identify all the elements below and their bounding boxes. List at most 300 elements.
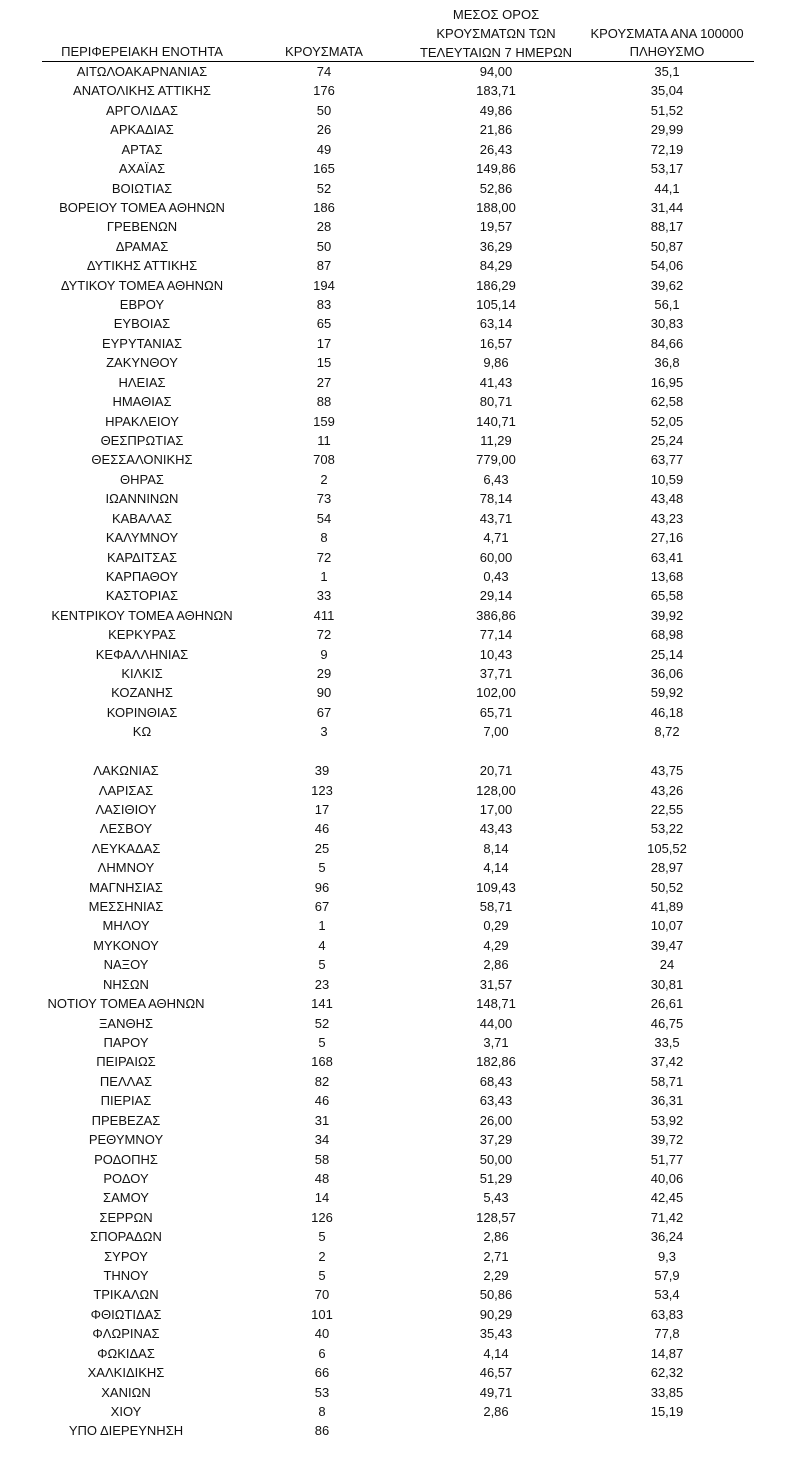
table-row — [0, 1324, 807, 1344]
cases-cell: 194 — [313, 277, 335, 293]
per100k-cell: 29,99 — [650, 122, 684, 138]
region-cell: ΒΟΙΩΤΙΑΣ — [111, 180, 173, 196]
region-cell: ΥΠΟ ΔΙΕΡΕΥΝΗΣΗ — [68, 1423, 184, 1439]
per100k-cell: 46,18 — [650, 704, 684, 720]
table-row — [0, 81, 807, 101]
avg7-cell: 43,71 — [479, 510, 513, 526]
cases-cell: 708 — [313, 452, 335, 468]
cases-cell: 123 — [311, 782, 333, 798]
region-cell: ΛΑΡΙΣΑΣ — [98, 782, 154, 798]
avg7-cell: 0,29 — [483, 918, 509, 934]
cases-cell: 70 — [314, 1287, 330, 1303]
table-row — [0, 1421, 807, 1441]
header-avg-line3: ΤΕΛΕΥΤΑΙΩΝ 7 ΗΜΕΡΩΝ — [419, 45, 573, 60]
per100k-cell: 36,8 — [654, 355, 680, 371]
cases-cell: 15 — [316, 355, 332, 371]
table-row — [0, 1266, 807, 1286]
cases-cell: 8 — [318, 1403, 326, 1419]
avg7-cell: 11,29 — [480, 432, 512, 448]
avg7-cell: 26,43 — [479, 141, 513, 157]
avg7-cell: 4,14 — [483, 1345, 509, 1361]
region-cell: ΘΗΡΑΣ — [120, 471, 164, 487]
table-row — [0, 625, 807, 645]
cases-cell: 74 — [316, 64, 332, 79]
cases-cell: 58 — [314, 1151, 330, 1167]
table-row — [0, 819, 807, 839]
per100k-cell: 15,19 — [650, 1403, 684, 1419]
avg7-cell: 21,86 — [479, 122, 513, 138]
table-row — [0, 897, 807, 917]
avg7-cell: 49,86 — [479, 102, 513, 118]
region-cell: ΝΑΞΟΥ — [103, 957, 149, 973]
region-cell: ΜΑΓΝΗΣΙΑΣ — [89, 879, 163, 895]
table-row — [0, 1091, 807, 1111]
avg7-cell: 16,57 — [479, 335, 513, 351]
cases-cell: 411 — [313, 607, 335, 623]
cases-cell: 176 — [313, 83, 335, 99]
table-row — [0, 217, 807, 237]
region-cell: ΗΜΑΘΙΑΣ — [112, 394, 172, 410]
avg7-cell: 52,86 — [479, 180, 513, 196]
per100k-cell: 46,75 — [650, 1015, 684, 1031]
region-cell: ΔΥΤΙΚΟΥ ΤΟΜΕΑ ΑΘΗΝΩΝ — [60, 277, 224, 293]
per100k-cell: 105,52 — [647, 840, 687, 856]
avg7-cell: 3,71 — [483, 1035, 509, 1050]
region-cell: ΚΟΡΙΝΘΙΑΣ — [106, 704, 178, 720]
region-cell: ΛΕΥΚΑΔΑΣ — [91, 840, 161, 856]
region-cell: ΡΕΘΥΜΝΟΥ — [88, 1132, 164, 1148]
region-cell: ΑΙΤΩΛΟΑΚΑΡΝΑΝΙΑΣ — [76, 64, 208, 79]
region-cell: ΑΝΑΤΟΛΙΚΗΣ ΑΤΤΙΚΗΣ — [73, 83, 211, 99]
per100k-cell: 36,31 — [650, 1093, 684, 1109]
table-row — [0, 179, 807, 199]
cases-cell: 5 — [318, 957, 326, 973]
region-cell: ΦΛΩΡΙΝΑΣ — [92, 1326, 160, 1342]
header-per100k-line1: ΚΡΟΥΣΜΑΤΑ ΑΝΑ 100000 — [590, 26, 744, 41]
cases-cell: 26 — [316, 122, 332, 138]
table-row — [0, 392, 807, 412]
table-row — [0, 431, 807, 451]
avg7-cell: 10,43 — [479, 646, 513, 662]
table-row — [0, 314, 807, 334]
cases-cell: 126 — [311, 1209, 333, 1225]
cases-cell: 31 — [314, 1112, 330, 1128]
avg7-cell: 49,71 — [479, 1384, 513, 1400]
cases-cell: 46 — [314, 821, 330, 837]
avg7-cell: 26,00 — [479, 1112, 513, 1128]
table-row — [0, 1402, 807, 1422]
cases-cell: 72 — [316, 627, 332, 643]
region-cell: ΑΡΤΑΣ — [121, 141, 163, 157]
per100k-cell: 53,4 — [654, 1287, 680, 1303]
avg7-cell: 63,43 — [479, 1093, 513, 1109]
region-cell: ΗΛΕΙΑΣ — [118, 374, 166, 390]
cases-cell: 40 — [314, 1326, 330, 1342]
table-row — [0, 606, 807, 626]
region-cell: ΤΗΝΟΥ — [103, 1268, 149, 1284]
region-cell: ΛΑΚΩΝΙΑΣ — [93, 763, 159, 779]
table-row — [0, 1111, 807, 1131]
per100k-cell: 65,58 — [650, 588, 684, 604]
table-row — [0, 1227, 807, 1247]
region-cell: ΠΑΡΟΥ — [103, 1035, 149, 1050]
per100k-cell: 77,8 — [654, 1326, 680, 1342]
region-cell: ΚΑΛΥΜΝΟΥ — [105, 530, 179, 546]
cases-cell: 168 — [311, 1054, 333, 1070]
avg7-cell: 2,86 — [483, 957, 509, 973]
header-per100k-line2: ΠΛΗΘΥΣΜΟ — [629, 44, 705, 59]
per100k-cell: 57,9 — [654, 1268, 680, 1284]
cases-cell: 141 — [311, 996, 333, 1012]
per100k-cell: 14,87 — [650, 1345, 684, 1361]
region-cell: ΧΑΝΙΩΝ — [101, 1384, 151, 1400]
avg7-cell: 78,14 — [479, 491, 513, 507]
avg7-cell: 2,86 — [483, 1229, 509, 1245]
region-cell: ΤΡΙΚΑΛΩΝ — [93, 1287, 159, 1303]
cases-cell: 5 — [318, 860, 326, 876]
avg7-cell: 0,43 — [483, 568, 509, 584]
table-row — [0, 353, 807, 373]
per100k-cell: 30,81 — [650, 976, 684, 992]
per100k-cell: 54,06 — [650, 258, 684, 274]
cases-cell: 96 — [314, 879, 330, 895]
region-cell: ΝΟΤΙΟΥ ΤΟΜΕΑ ΑΘΗΝΩΝ — [47, 996, 205, 1012]
avg7-cell: 4,71 — [483, 530, 509, 546]
cases-cell: 83 — [316, 297, 332, 313]
cases-cell: 8 — [320, 530, 328, 546]
table-row — [0, 664, 807, 684]
table-row — [0, 470, 807, 490]
region-cell: ΛΑΣΙΘΙΟΥ — [95, 801, 157, 817]
per100k-cell: 10,59 — [650, 471, 684, 487]
per100k-cell: 43,26 — [650, 782, 684, 798]
region-cell: ΝΗΣΩΝ — [103, 976, 149, 992]
avg7-cell: 94,00 — [479, 64, 513, 79]
cases-cell: 53 — [314, 1384, 330, 1400]
region-cell: ΜΥΚΟΝΟΥ — [93, 937, 159, 953]
cases-cell: 86 — [314, 1423, 330, 1439]
cases-cell: 101 — [311, 1306, 333, 1322]
avg7-cell: 128,00 — [476, 782, 516, 798]
avg7-cell: 60,00 — [479, 549, 513, 565]
avg7-cell: 37,71 — [479, 666, 513, 682]
table-row — [0, 101, 807, 121]
table-row — [0, 994, 807, 1014]
cases-cell: 72 — [316, 549, 332, 565]
per100k-cell: 37,42 — [650, 1054, 684, 1070]
region-cell: ΦΩΚΙΔΑΣ — [97, 1345, 155, 1361]
per100k-cell: 53,17 — [650, 161, 684, 177]
avg7-cell: 31,57 — [479, 976, 513, 992]
avg7-cell: 20,71 — [479, 763, 513, 779]
table-row — [0, 878, 807, 898]
cases-cell: 29 — [316, 666, 332, 682]
avg7-cell: 17,00 — [479, 801, 513, 817]
table-row — [0, 858, 807, 878]
region-cell: ΚΕΡΚΥΡΑΣ — [108, 627, 176, 643]
header-cases: ΚΡΟΥΣΜΑΤΑ — [285, 44, 363, 59]
table-row — [0, 1208, 807, 1228]
cases-cell: 52 — [314, 1015, 330, 1031]
avg7-cell: 2,71 — [483, 1248, 509, 1264]
table-row — [0, 1247, 807, 1267]
region-cell: ΣΠΟΡΑΔΩΝ — [90, 1229, 162, 1245]
region-cell: ΕΥΒΟΙΑΣ — [113, 316, 171, 332]
cases-cell: 5 — [318, 1035, 326, 1050]
region-cell: ΘΕΣΣΑΛΟΝΙΚΗΣ — [91, 452, 193, 468]
avg7-cell: 188,00 — [476, 199, 516, 215]
avg7-cell: 140,71 — [476, 413, 516, 429]
per100k-cell: 43,48 — [650, 491, 684, 507]
per100k-cell: 16,95 — [650, 374, 684, 390]
avg7-cell: 6,43 — [483, 471, 509, 487]
region-cell: ΜΕΣΣΗΝΙΑΣ — [88, 899, 164, 915]
cases-cell: 23 — [314, 976, 330, 992]
table-row — [0, 1072, 807, 1092]
region-cell: ΚΑΒΑΛΑΣ — [111, 510, 173, 526]
per100k-cell: 68,98 — [650, 627, 684, 643]
region-cell: ΞΑΝΘΗΣ — [98, 1015, 154, 1031]
table-row — [0, 1188, 807, 1208]
header-avg-line2: ΚΡΟΥΣΜΑΤΩΝ ΤΩΝ — [436, 26, 556, 41]
cases-cell: 186 — [313, 199, 335, 215]
per100k-cell: 25,14 — [650, 646, 684, 662]
per100k-cell: 42,45 — [650, 1190, 684, 1206]
table-row — [0, 1305, 807, 1325]
avg7-cell: 50,86 — [479, 1287, 513, 1303]
cases-cell: 14 — [314, 1190, 330, 1206]
avg7-cell: 183,71 — [476, 83, 516, 99]
table-row — [0, 1344, 807, 1364]
per100k-cell: 51,77 — [650, 1151, 684, 1167]
region-cell: ΑΧΑΪΑΣ — [118, 161, 166, 177]
region-cell: ΚΙΛΚΙΣ — [121, 666, 163, 682]
region-cell: ΛΗΜΝΟΥ — [97, 860, 155, 876]
cases-cell: 1 — [320, 568, 328, 584]
cases-cell: 65 — [316, 316, 332, 332]
region-cell: ΛΕΣΒΟΥ — [99, 821, 153, 837]
cases-cell: 90 — [316, 685, 332, 701]
region-cell: ΧΙΟΥ — [110, 1403, 142, 1419]
region-cell: ΚΑΡΔΙΤΣΑΣ — [106, 549, 178, 565]
table-row — [0, 412, 807, 432]
per100k-cell: 63,41 — [650, 549, 684, 565]
per100k-cell: 50,52 — [650, 879, 684, 895]
avg7-cell: 65,71 — [479, 704, 513, 720]
table-row — [0, 120, 807, 140]
table-row — [0, 489, 807, 509]
region-cell: ΡΟΔΟΥ — [103, 1170, 149, 1186]
per100k-cell: 43,75 — [650, 763, 684, 779]
table-row — [0, 198, 807, 218]
avg7-cell: 2,86 — [483, 1403, 509, 1419]
region-cell: ΣΑΜΟΥ — [103, 1190, 149, 1206]
region-cell: ΔΥΤΙΚΗΣ ΑΤΤΙΚΗΣ — [86, 258, 198, 274]
avg7-cell: 149,86 — [476, 161, 516, 177]
region-cell: ΑΡΚΑΔΙΑΣ — [110, 122, 174, 138]
region-cell: ΙΩΑΝΝΙΝΩΝ — [105, 491, 179, 507]
avg7-cell: 2,29 — [483, 1268, 509, 1284]
table-row — [0, 373, 807, 393]
avg7-cell: 80,71 — [479, 394, 513, 410]
cases-cell: 5 — [318, 1229, 326, 1245]
table-row — [0, 781, 807, 801]
cases-cell: 9 — [320, 646, 328, 662]
header-avg-line1: ΜΕΣΟΣ ΟΡΟΣ — [452, 7, 540, 22]
cases-cell: 2 — [320, 471, 328, 487]
per100k-cell: 51,52 — [650, 102, 684, 118]
table-row — [0, 1285, 807, 1305]
cases-cell: 165 — [313, 161, 335, 177]
region-cell: ΜΗΛΟΥ — [102, 918, 150, 934]
per100k-cell: 13,68 — [650, 568, 684, 584]
avg7-cell: 128,57 — [476, 1209, 516, 1225]
table-row — [0, 140, 807, 160]
table-row — [0, 586, 807, 606]
table-row — [0, 645, 807, 665]
avg7-cell: 386,86 — [476, 607, 516, 623]
cases-cell: 82 — [314, 1073, 330, 1089]
table-row — [0, 237, 807, 257]
table-row — [0, 334, 807, 354]
region-cell: ΚΕΦΑΛΛΗΝΙΑΣ — [95, 646, 189, 662]
avg7-cell: 109,43 — [476, 879, 516, 895]
table-row — [0, 975, 807, 995]
table-row — [0, 955, 807, 975]
per100k-cell: 41,89 — [650, 899, 684, 915]
per100k-cell: 35,1 — [654, 64, 680, 79]
cases-cell: 28 — [316, 219, 332, 235]
table-row — [0, 528, 807, 548]
table-row — [0, 159, 807, 179]
avg7-cell: 35,43 — [479, 1326, 513, 1342]
region-cell: ΖΑΚΥΝΘΟΥ — [106, 355, 178, 371]
table-row — [0, 703, 807, 723]
region-cell: ΚΩ — [132, 724, 152, 740]
avg7-cell: 46,57 — [479, 1365, 513, 1381]
region-cell: ΗΡΑΚΛΕΙΟΥ — [105, 413, 179, 429]
cases-cell: 49 — [316, 141, 332, 157]
cases-cell: 25 — [314, 840, 330, 856]
region-cell: ΒΟΡΕΙΟΥ ΤΟΜΕΑ ΑΘΗΝΩΝ — [59, 199, 225, 215]
per100k-cell: 39,47 — [650, 937, 684, 953]
cases-cell: 6 — [318, 1345, 326, 1361]
per100k-cell: 28,97 — [650, 860, 684, 876]
region-cell: ΔΡΑΜΑΣ — [115, 238, 169, 254]
region-cell: ΚΑΣΤΟΡΙΑΣ — [105, 588, 179, 604]
per100k-cell: 8,72 — [654, 724, 680, 740]
avg7-cell: 37,29 — [479, 1132, 513, 1148]
avg7-cell: 41,43 — [479, 374, 513, 390]
per100k-cell: 10,07 — [650, 918, 684, 934]
cases-cell: 67 — [316, 704, 332, 720]
avg7-cell: 779,00 — [476, 452, 516, 468]
avg7-cell: 36,29 — [479, 238, 513, 254]
region-cell: ΠΕΛΛΑΣ — [99, 1073, 153, 1089]
table-row — [0, 800, 807, 820]
region-cell: ΦΘΙΩΤΙΔΑΣ — [90, 1306, 162, 1322]
table-row — [0, 567, 807, 587]
cases-cell: 52 — [316, 180, 332, 196]
per100k-cell: 58,71 — [650, 1073, 684, 1089]
avg7-cell: 43,43 — [479, 821, 513, 837]
table-row — [0, 916, 807, 936]
table-row — [0, 295, 807, 315]
per100k-cell: 22,55 — [650, 801, 684, 817]
per100k-cell: 35,04 — [650, 83, 684, 99]
region-cell: ΘΕΣΠΡΩΤΙΑΣ — [100, 432, 184, 448]
cases-cell: 17 — [316, 335, 332, 351]
cases-cell: 50 — [316, 238, 332, 254]
avg7-cell: 4,14 — [483, 860, 509, 876]
per100k-cell: 59,92 — [650, 685, 684, 701]
per100k-cell: 40,06 — [650, 1170, 684, 1186]
avg7-cell: 77,14 — [479, 627, 513, 643]
per100k-cell: 71,42 — [650, 1209, 684, 1225]
table-row — [0, 722, 807, 742]
cases-cell: 4 — [318, 937, 326, 953]
region-cell: ΚΟΖΑΝΗΣ — [111, 685, 173, 701]
per100k-cell: 63,77 — [650, 452, 684, 468]
per100k-cell: 88,17 — [650, 219, 684, 235]
table-row — [0, 256, 807, 276]
per100k-cell: 33,85 — [650, 1384, 684, 1400]
table-row — [0, 1169, 807, 1189]
per100k-cell: 56,1 — [654, 297, 680, 313]
per100k-cell: 36,24 — [650, 1229, 684, 1245]
cases-cell: 39 — [314, 763, 330, 779]
cases-cell: 50 — [316, 102, 332, 118]
avg7-cell: 5,43 — [483, 1190, 509, 1206]
per100k-cell: 24 — [659, 957, 675, 973]
per100k-cell: 43,23 — [650, 510, 684, 526]
cases-cell: 11 — [317, 432, 331, 448]
per100k-cell: 63,83 — [650, 1306, 684, 1322]
region-cell: ΡΟΔΟΠΗΣ — [94, 1151, 158, 1167]
cases-cell: 17 — [314, 801, 330, 817]
region-cell: ΕΒΡΟΥ — [119, 297, 165, 313]
avg7-cell: 63,14 — [479, 316, 513, 332]
avg7-cell: 186,29 — [476, 277, 516, 293]
avg7-cell: 29,14 — [479, 588, 513, 604]
avg7-cell: 105,14 — [476, 297, 516, 313]
per100k-cell: 30,83 — [650, 316, 684, 332]
avg7-cell: 102,00 — [476, 685, 516, 701]
table-row — [0, 62, 807, 82]
cases-cell: 48 — [314, 1170, 330, 1186]
avg7-cell: 7,00 — [483, 724, 509, 740]
region-cell: ΣΕΡΡΩΝ — [99, 1209, 153, 1225]
avg7-cell: 4,29 — [483, 937, 509, 953]
per100k-cell: 27,16 — [650, 530, 684, 546]
region-cell: ΓΡΕΒΕΝΩΝ — [106, 219, 178, 235]
table-row — [0, 276, 807, 296]
region-cell: ΠΡΕΒΕΖΑΣ — [91, 1112, 161, 1128]
region-cell: ΧΑΛΚΙΔΙΚΗΣ — [87, 1365, 165, 1381]
per100k-cell: 72,19 — [650, 141, 684, 157]
avg7-cell: 90,29 — [479, 1306, 513, 1322]
table-row — [0, 936, 807, 956]
avg7-cell: 182,86 — [476, 1054, 516, 1070]
table-row — [0, 1052, 807, 1072]
avg7-cell: 8,14 — [483, 840, 509, 856]
region-cell: ΕΥΡΥΤΑΝΙΑΣ — [101, 335, 183, 351]
cases-cell: 88 — [316, 394, 332, 410]
cases-cell: 87 — [316, 258, 332, 274]
per100k-cell: 26,61 — [650, 996, 684, 1012]
cases-cell: 2 — [318, 1248, 326, 1264]
avg7-cell: 148,71 — [476, 996, 516, 1012]
